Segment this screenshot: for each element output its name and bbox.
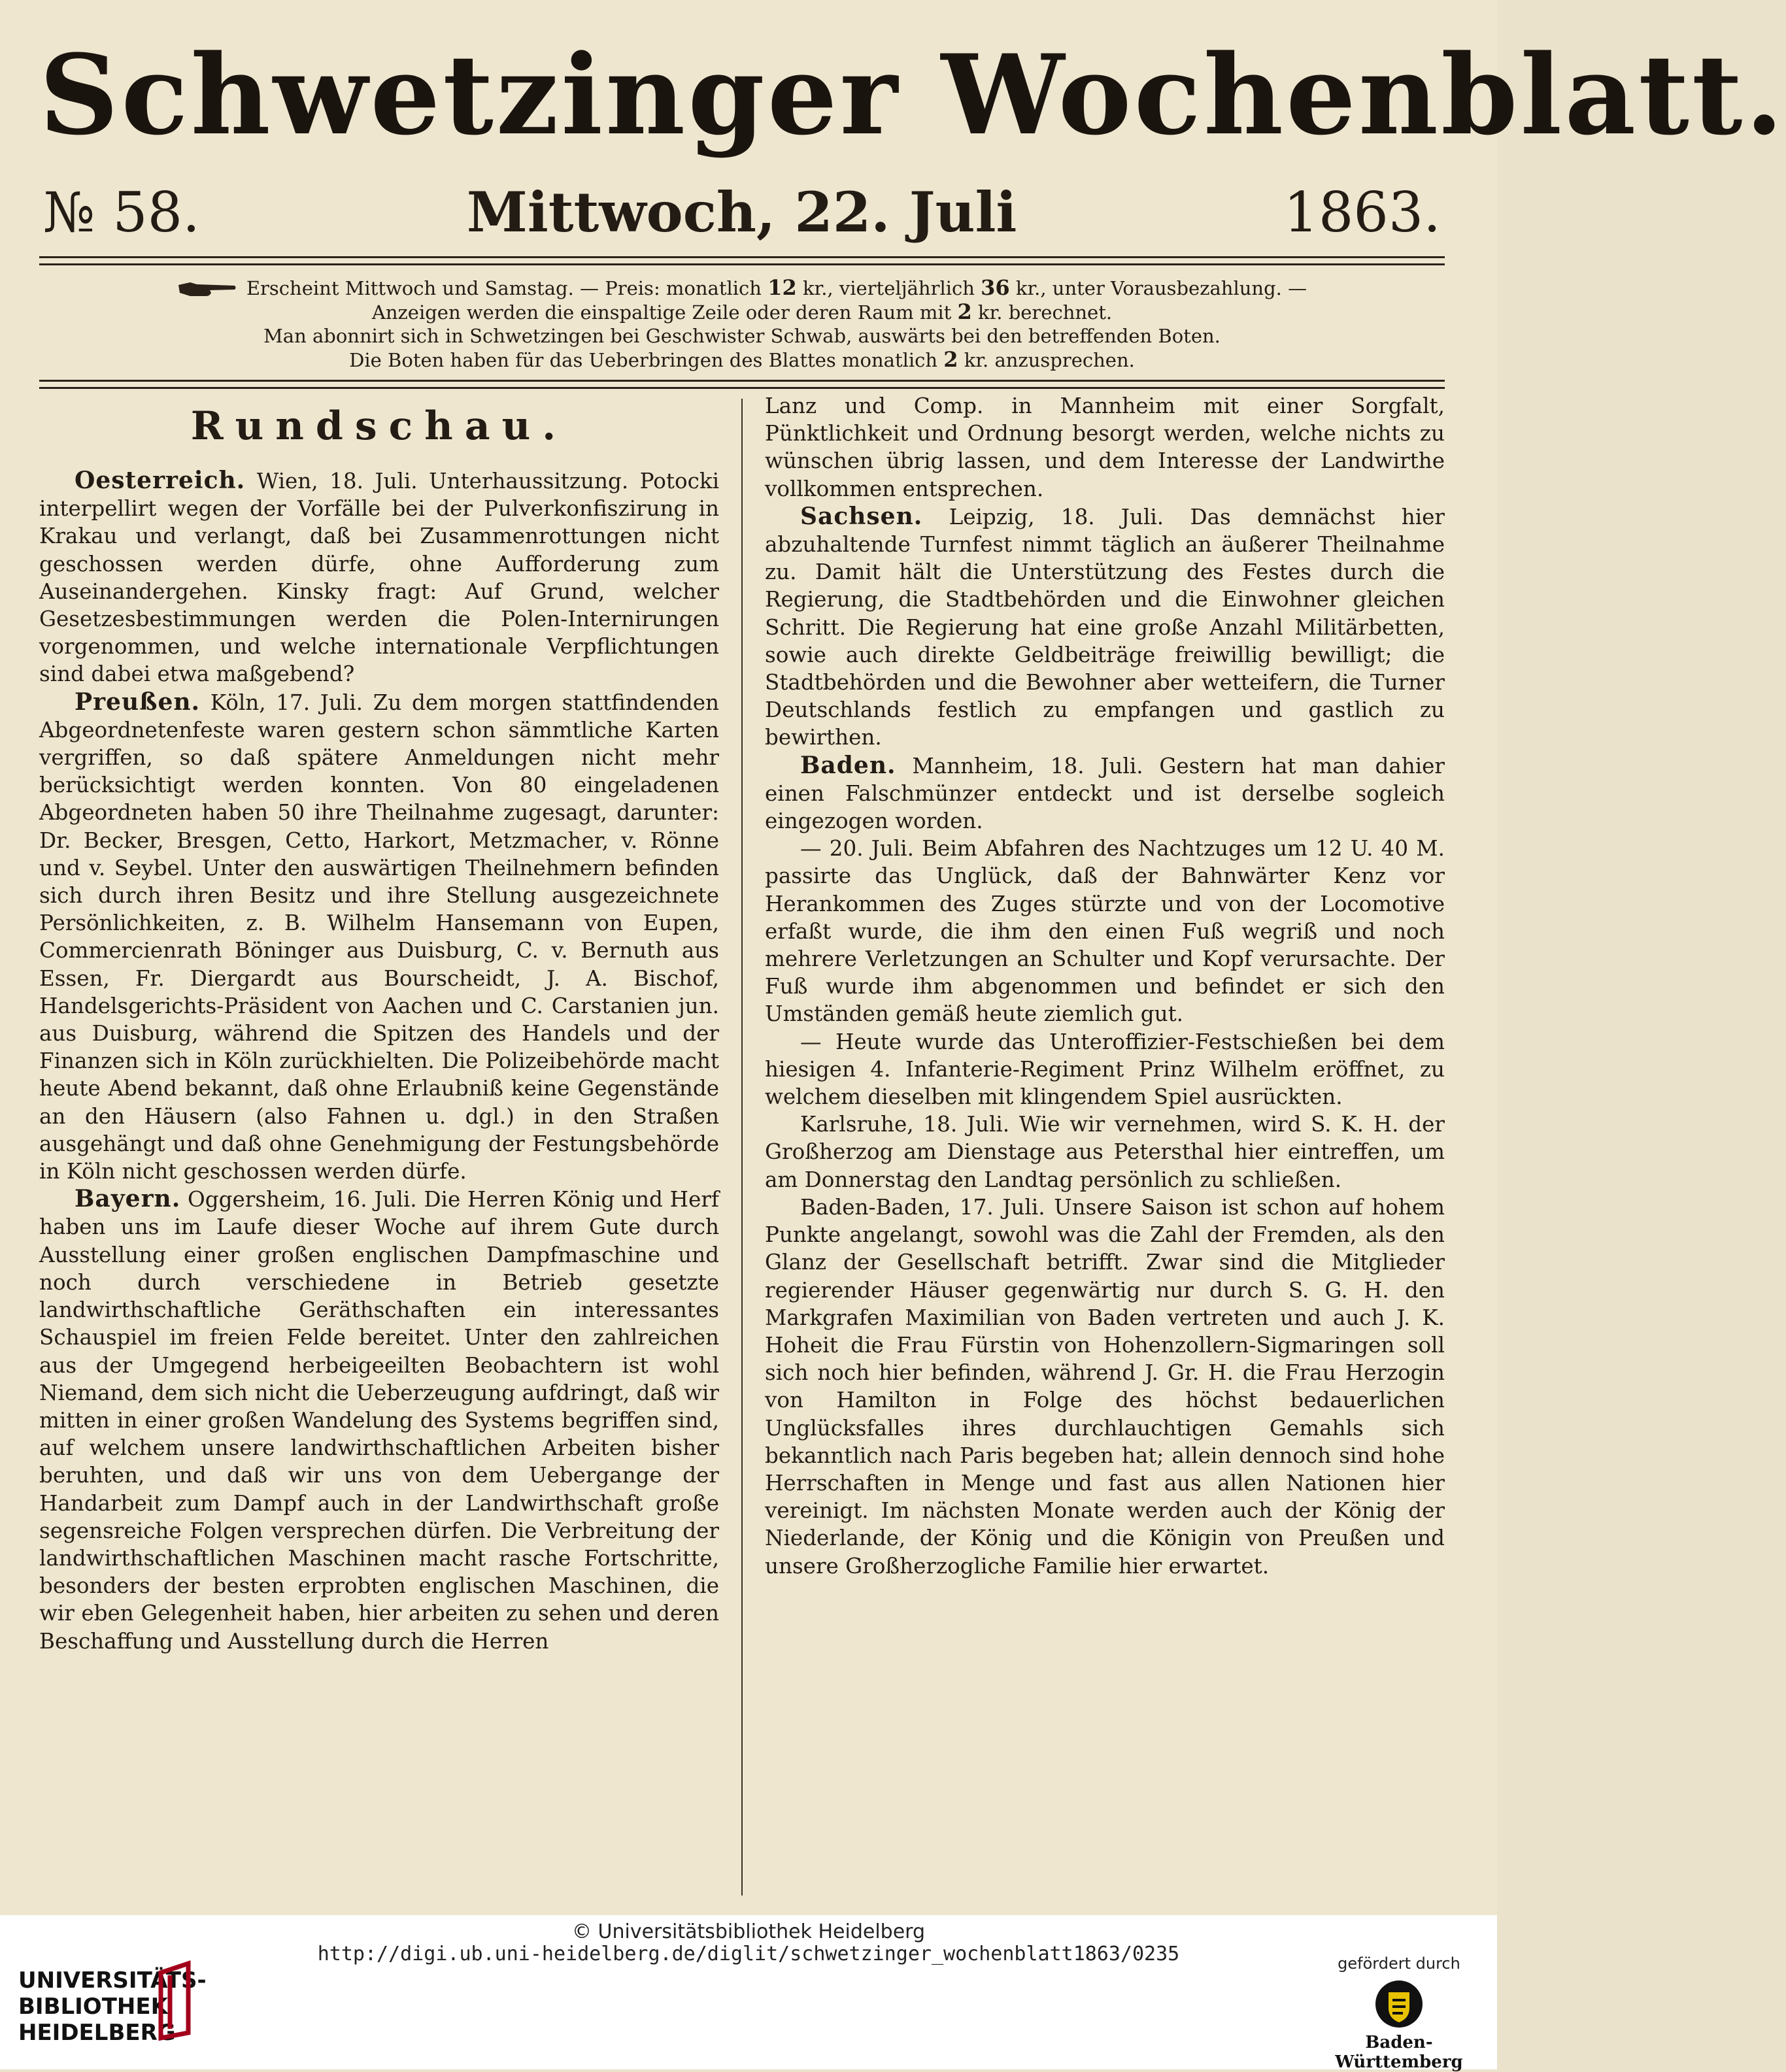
article-paragraph xyxy=(765,1194,1445,1580)
source-url[interactable]: http://digi.ub.uni-heidelberg.de/diglit/schwetzinger_wochenblatt1863/0235 xyxy=(317,1943,1180,1965)
subscription-info xyxy=(39,276,1445,372)
columns xyxy=(39,392,1445,1896)
article-paragraph xyxy=(39,688,719,1186)
info-line-2: Anzeigen werden die einspaltige Zeile oder deren Raum mit 2 kr. berechnet. xyxy=(371,299,1113,324)
article-paragraph xyxy=(765,835,1445,1028)
section-heading: Rundschau. xyxy=(190,403,568,449)
pointing-hand-icon xyxy=(177,278,237,298)
article-paragraph xyxy=(765,392,1445,503)
region-heading: Sachsen. xyxy=(800,502,923,530)
article-text: Karlsruhe, 18. Juli. Wie wir vernehmen, wird S. K. H. der Großherzog am Dienstage aus Petersthal hier eintreffen, um am Donnerstag den Landtag persönlich zu schließen. xyxy=(765,1112,1445,1192)
article-text: Lanz und Comp. in Mannheim mit einer Sorgfalt, Pünktlichkeit und Ordnung besorgt werden, welche nichts zu wünschen übrig lassen, und dem Interesse der Landwirthe vollkommen entsprechen. xyxy=(765,393,1445,501)
article-paragraph xyxy=(765,752,1445,835)
article-text: Leipzig, 18. Juli. Das demnächst hier abzuhaltende Turnfest nimmt täglich an äußerer Theilnahme zu. Damit hält die Unterstützung des Festes durch die Regierung, die Stadtbehörden und die Einwohner gleichen Schritt. Die Regierung hat eine große Anzahl Militärbetten, sowie auch direkte Geldbeiträge freiwillig bewilligt; die Stadtbehörden und die Bewohner aber wetteifern, die Turner Deutschlands festlich zu empfangen und gastlich zu bewirthen. xyxy=(765,504,1445,750)
double-rule-lower xyxy=(39,380,1445,389)
library-logo-icon xyxy=(156,1961,195,2041)
article-text: Köln, 17. Juli. Zu dem morgen stattfindenden Abgeordnetenfeste waren gestern schon sämmtliche Karten vergriffen, so daß spätere Anmeldungen nicht mehr berücksichtigt werden konnten. Von 80 eingeladenen Abgeordneten haben 50 ihre Theilnahme zugesagt, darunter: Dr. Becker, Bresgen, Cetto, Harkort, Metzmacher, v. Rönne und v. Seybel. Unter den auswärtigen Theilnehmern befinden sich durch ihren Besitz und ihre Stellung ausgezeichnete Persönlichkeiten, z. B. Wilhelm Hansemann von Eupen, Commercienrath Böninger aus Duisburg, C. v. Bernuth aus Essen, Fr. Diergardt aus Bourscheidt, J. A. Bischof, Handelsgerichts-Präsident von Aachen und C. Carstanien jun. aus Duisburg, während die Spitzen des Handels und der Finanzen sich in Köln zurückhielten. Die Polizeibehörde macht heute Abend bekannt, daß ohne Erlaubniß keine Gegenstände an den Häusern (also Fahnen u. dgl.) in den Straßen ausgehängt und daß ohne Genehmigung der Festungsbehörde in Köln nicht geschossen werden dürfe. xyxy=(39,690,719,1184)
dateline xyxy=(43,176,1441,248)
article-text: Oggersheim, 16. Juli. Die Herren König und Herf haben uns im Laufe dieser Woche auf ihrem Gute durch Ausstellung einer großen englischen Dampfmaschine und noch durch verschiedene in Betrieb gesetzte landwirthschaftliche Geräthschaften ein interessantes Schauspiel im freien Felde bereitet. Unter den zahlreichen aus der Umgegend herbeigeeilten Beobachtern ist wohl Niemand, dem sich nicht die Ueberzeugung aufdringt, daß wir mitten in einer großen Wandelung des Systems begriffen sind, auf welchem unsere landwirthschaftlichen Arbeiten bisher beruhten, und daß wir uns von dem Uebergange der Handarbeit zum Dampf auch in der Landwirthschaft große segensreiche Folgen versprechen dürfen. Die Verbreitung der landwirthschaftlichen Maschinen macht rasche Fortschritte, besonders der besten erprobten englischen Maschinen, die wir eben Gelegenheit haben, hier arbeiten zu sehen und deren Beschaffung und Ausstellung durch die Herren xyxy=(39,1187,719,1654)
article-paragraph xyxy=(765,1111,1445,1194)
article-text: Baden-Baden, 17. Juli. Unsere Saison ist schon auf hohem Punkte angelangt, sowohl was die Zahl der Fremden, als den Glanz der Gesellschaft betrifft. Zwar sind die Mitglieder regierender Häuser gegenwärtig nur durch S. G. H. den Markgrafen Maximilian von Baden vertreten und auch J. K. Hoheit die Frau Fürstin von Hohenzollern-Sigmaringen soll sich noch hier befinden, während J. Gr. H. die Frau Herzogin von Hamilton in Folge des höchst bedauerlichen Unglücksfalles ihres durchlauchtigen Gemahls sich bekanntlich nach Paris begeben hat; allein dennoch sind hohe Herrschaften in Menge und fast aus allen Nationen hier vereinigt. Im nächsten Monate werden auch der König der Niederlande, der König und die Königin von Preußen und unsere Großherzogliche Familie hier erwartet. xyxy=(765,1194,1445,1579)
article-paragraph xyxy=(39,467,719,688)
article-text: — 20. Juli. Beim Abfahren des Nachtzuges um 12 U. 40 M. passirte das Unglück, daß der Bahnwärter Kenz vor Herankommen des Zuges stürzte und von der Locomotive erfaßt wurde, die ihm den einen Fuß wegriß und noch mehrere Verletzungen an Schulter und Kopf verursachte. Der Fuß wurde ihm abgenommen und befindet er sich den Umständen gemäß heute ziemlich gut. xyxy=(765,836,1445,1027)
region-heading: Bayern. xyxy=(75,1185,181,1213)
article-paragraph xyxy=(765,503,1445,752)
region-heading: Baden. xyxy=(800,751,896,779)
info-line-1-text: Erscheint Mittwoch und Samstag. — Preis: monatlich 12 kr., vierteljährlich 36 kr., unter Vorausbezahlung. — xyxy=(246,275,1307,300)
article-paragraph xyxy=(39,1185,719,1654)
sponsor-label: gefördert durch xyxy=(1338,1954,1460,1973)
info-line-4: Die Boten haben für das Ueberbringen des Blattes monatlich 2 kr. anzusprechen. xyxy=(349,347,1135,372)
region-heading: Oesterreich. xyxy=(75,467,246,494)
info-line-3: Man abonnirt sich in Schwetzingen bei Geschwister Schwab, auswärts bei den betreffenden Boten. xyxy=(263,325,1221,347)
double-rule xyxy=(39,256,1445,265)
article-text: — Heute wurde das Unteroffizier-Festschießen bei dem hiesigen 4. Infanterie-Regiment Prinz Wilhelm eröffnet, zu welchem dieselben mit klingendem Spiel ausrückten. xyxy=(765,1029,1445,1110)
copyright-line: © Universitätsbibliothek Heidelberg xyxy=(571,1920,925,1943)
article-text: Mannheim, 18. Juli. Gestern hat man dahier einen Falschmünzer entdeckt und ist derselbe sogleich eingezogen worden. xyxy=(765,753,1445,834)
sponsor-name: Baden-Württemberg xyxy=(1335,2033,1463,2072)
sponsor-block xyxy=(1314,1954,1484,2072)
issue-date: Mittwoch, 22. Juli xyxy=(466,180,1017,244)
state-seal-icon xyxy=(1374,1979,1424,2029)
region-heading: Preußen. xyxy=(75,688,201,716)
library-logo-text: UNIVERSITÄTS- BIBLIOTHEK HEIDELBERG xyxy=(18,1967,207,2046)
page-content xyxy=(39,20,1786,399)
issue-year: 1863. xyxy=(1283,180,1441,244)
article-paragraph xyxy=(765,1028,1445,1111)
left-column xyxy=(39,392,719,1896)
right-column xyxy=(765,392,1445,1896)
column-divider xyxy=(719,392,765,1896)
masthead-title: Schwetzinger Wochenblatt. xyxy=(39,30,1786,159)
article-text: Wien, 18. Juli. Unterhaussitzung. Potocki interpellirt wegen der Vorfälle bei der Pulverkonfiszirung in Krakau und verlangt, daß bei Zusammenrottungen nicht geschossen werden dürfe, ohne Aufforderung zum Auseinandergehen. Kinsky fragt: Auf Grund, welcher Gesetzesbestimmungen werden die Polen-Internirungen vorgenommen, und welche internationale Verpflichtungen sind dabei etwa maßgebend? xyxy=(39,469,719,687)
info-line-1 xyxy=(39,276,1445,300)
issue-number: № 58. xyxy=(43,180,200,244)
